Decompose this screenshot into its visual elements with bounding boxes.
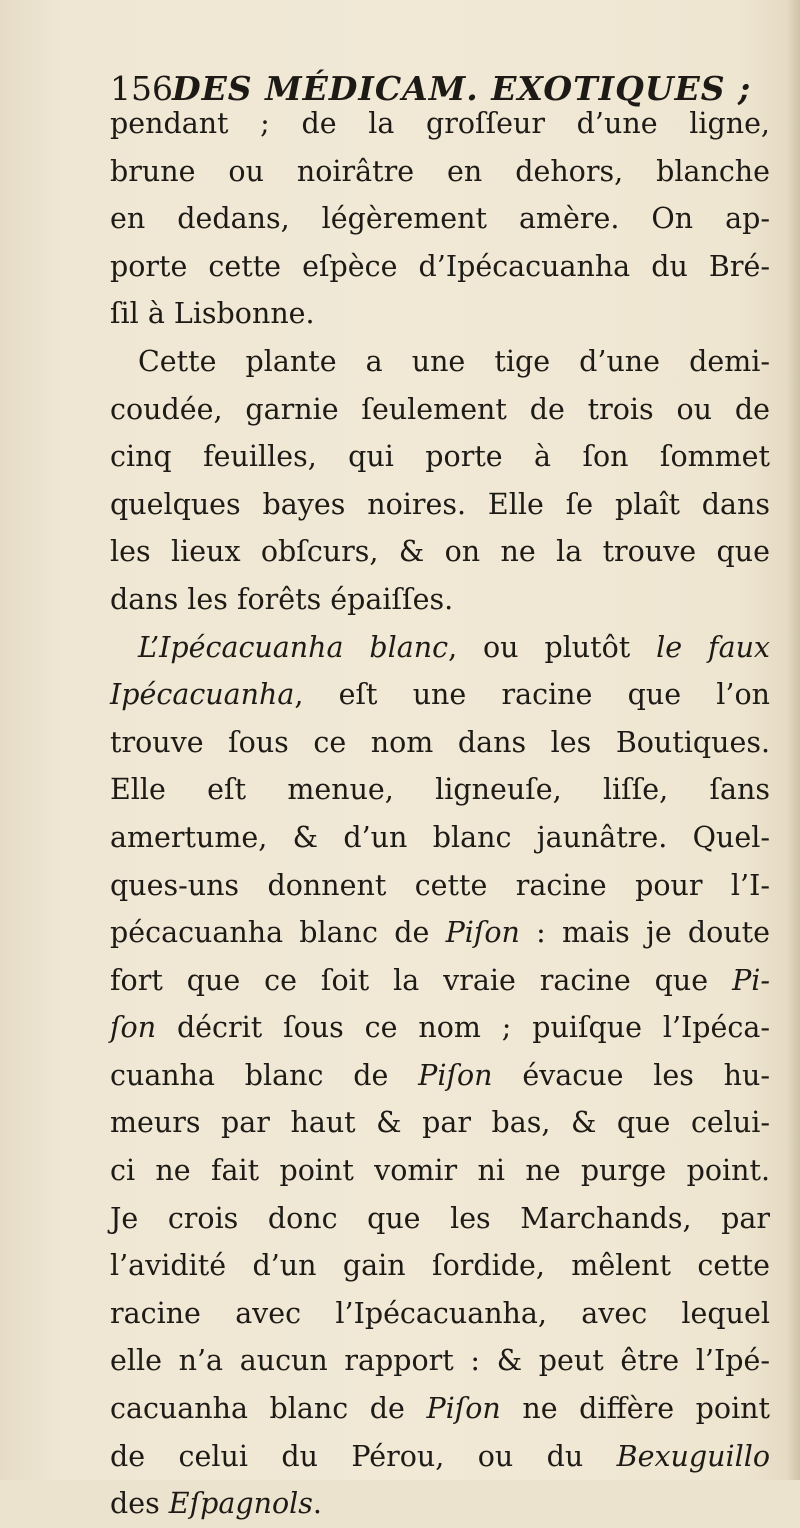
italic-term: Piſon (445, 916, 520, 950)
text-line: les lieux obſcurs, & on ne la trouve que (110, 535, 770, 569)
text-run: cuanha blanc de (110, 1058, 419, 1092)
text-line: racine avec l’Ipécacuanha, avec lequel (110, 1296, 770, 1330)
text-line: en dedans, légèrement amère. On ap- (110, 202, 770, 236)
text-line: Elle eſt menue, ligneuſe, liſſe, ſans (110, 773, 770, 807)
text-line (110, 957, 770, 1005)
text-line (110, 671, 770, 719)
italic-term: Piſon (426, 1392, 501, 1426)
text-line (110, 1433, 770, 1481)
text-line: cinq feuilles, qui porte à ſon ſommet (110, 440, 770, 474)
text-line: ques-uns donnent cette racine pour l’I- (110, 868, 770, 902)
text-line (110, 1385, 770, 1433)
italic-term: ſon (110, 1011, 157, 1045)
italic-term: Eſpagnols (168, 1487, 313, 1521)
text-run: : mais je doute (519, 916, 770, 950)
running-title: DES MÉDICAM. EXOTIQUES ; (172, 69, 752, 108)
text-line (110, 1052, 770, 1100)
text-run: des (110, 1487, 169, 1521)
text-line: trouve ſous ce nom dans les Boutiques. (110, 725, 770, 759)
text-run: de celui du Pérou, ou du (110, 1439, 617, 1473)
text-run: évacue les hu- (492, 1058, 770, 1092)
text-line: elle n’a aucun rapport : & peut être l’Ipé- (110, 1344, 770, 1378)
italic-term: Bexuguillo (616, 1439, 770, 1473)
italic-term: Pi- (732, 963, 770, 997)
text-run: , eſt une racine que l’on (294, 678, 770, 712)
text-line: Je crois donc que les Marchands, par (110, 1201, 770, 1235)
italic-term: L’Ipécacuanha blanc (138, 630, 449, 664)
text-line: l’avidité d’un gain ſordide, mêlent cette (110, 1249, 770, 1283)
italic-term: Piſon (418, 1058, 493, 1092)
italic-term: Ipécacuanha (110, 678, 295, 712)
text-run: . (312, 1487, 322, 1521)
italic-term: le faux (656, 630, 770, 664)
text-line: ci ne fait point vomir ni ne purge point. (110, 1154, 770, 1188)
text-line (110, 909, 770, 957)
text-line (110, 624, 770, 672)
text-line: ſil à Lisbonne. (110, 297, 315, 331)
text-line (110, 1480, 770, 1528)
text-run: pécacuanha blanc de (110, 916, 446, 950)
text-run: cacuanha blanc de (110, 1392, 427, 1426)
text-line: brune ou noirâtre en dehors, blanche (110, 154, 770, 188)
text-line (110, 1004, 770, 1052)
text-run: ne diffère point (500, 1392, 770, 1426)
text-line: Cette plante a une tige d’une demi- (138, 344, 770, 378)
text-run: fort que ce ſoit la vraie racine que (110, 963, 733, 997)
text-line: coudée, garnie ſeulement de trois ou de (110, 392, 770, 426)
page-number: 156 (110, 69, 173, 108)
text-line: amertume, & d’un blanc jaunâtre. Quel- (110, 820, 770, 854)
text-line: quelques bayes noires. Elle ſe plaît dans (110, 487, 770, 521)
body-text (110, 100, 770, 1528)
text-line: pendant ; de la groſſeur d’une ligne, (110, 107, 770, 140)
text-line: porte cette eſpèce d’Ipécacuanha du Bré- (110, 249, 770, 283)
page-gutter-shadow (786, 0, 800, 1480)
text-run: décrit ſous ce nom ; puiſque l’Ipéca- (156, 1011, 770, 1045)
text-line: meurs par haut & par bas, & que celui- (110, 1106, 770, 1140)
text-line: dans les forêts épaiſſes. (110, 582, 454, 616)
text-run: , ou plutôt (448, 630, 657, 664)
